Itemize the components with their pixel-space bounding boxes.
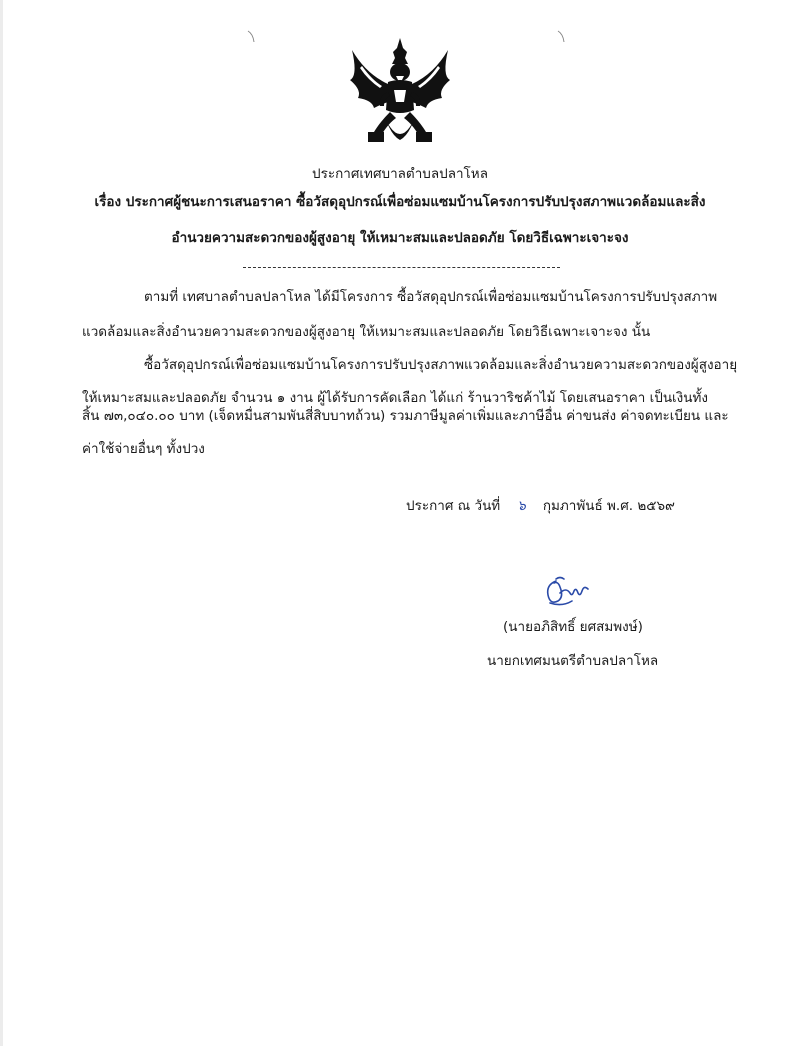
paragraph-2-line-1: ซื้อวัสดุอุปกรณ์เพื่อซ่อมแซมบ้านโครงการปรับปรุงสภาพแวดล้อมและสิ่งอำนวยความสะดวกของผู้สูงอายุ [144,357,738,373]
signatory-position: นายกเทศมนตรีตำบลปลาโหล [487,653,659,669]
paragraph-1-line-2: แวดล้อมและสิ่งอำนวยความสะดวกของผู้สูงอายุ ให้เหมาะสมและปลอดภัย โดยวิธีเฉพาะเจาะจง นั้น [82,324,651,340]
date-prefix: ประกาศ ณ วันที่ [406,498,501,514]
signatory-name: (นายอภิสิทธิ์ ยศสมพงษ์) [503,619,643,635]
subject-line-2: อำนวยความสะดวกของผู้สูงอายุ ให้เหมาะสมและปลอดภัย โดยวิธีเฉพาะเจาะจง [171,230,629,246]
paragraph-2-line-3: สิ้น ๗๓,๐๔๐.๐๐ บาท (เจ็ดหมื่นสามพันสี่สิบบาทถ้วน) รวมภาษีมูลค่าเพิ่มและภาษีอื่น ค่าขนส่ง ค่าจดทะเบียน และ [82,408,729,424]
garuda-emblem-icon [344,36,456,150]
separator-line [243,267,560,268]
announcement-date [406,497,675,515]
scan-mark-icon [246,30,256,44]
paragraph-1-line-1: ตามที่ เทศบาลตำบลปลาโหล ได้มีโครงการ ซื้อวัสดุอุปกรณ์เพื่อซ่อมแซมบ้านโครงการปรับปรุงสภาพ [144,289,718,305]
handwritten-signature [542,575,592,609]
subject-line-1: เรื่อง ประกาศผู้ชนะการเสนอราคา ซื้อวัสดุอุปกรณ์เพื่อซ่อมแซมบ้านโครงการปรับปรุงสภาพแวดล้อมและสิ่ง [94,194,706,210]
date-day: ๖ [517,498,526,514]
scan-mark-icon [556,30,566,44]
paragraph-2-line-2: ให้เหมาะสมและปลอดภัย จำนวน ๑ งาน ผู้ได้รับการคัดเลือก ได้แก่ ร้านวาริชค้าไม้ โดยเสนอราคา เป็นเงินทั้ง [82,390,708,406]
scan-edge [0,0,3,1046]
page-title: ประกาศเทศบาลตำบลปลาโหล [312,166,488,182]
paragraph-2-line-4: ค่าใช้จ่ายอื่นๆ ทั้งปวง [82,441,205,457]
date-month-year: กุมภาพันธ์ พ.ศ. ๒๕๖๙ [542,498,675,514]
